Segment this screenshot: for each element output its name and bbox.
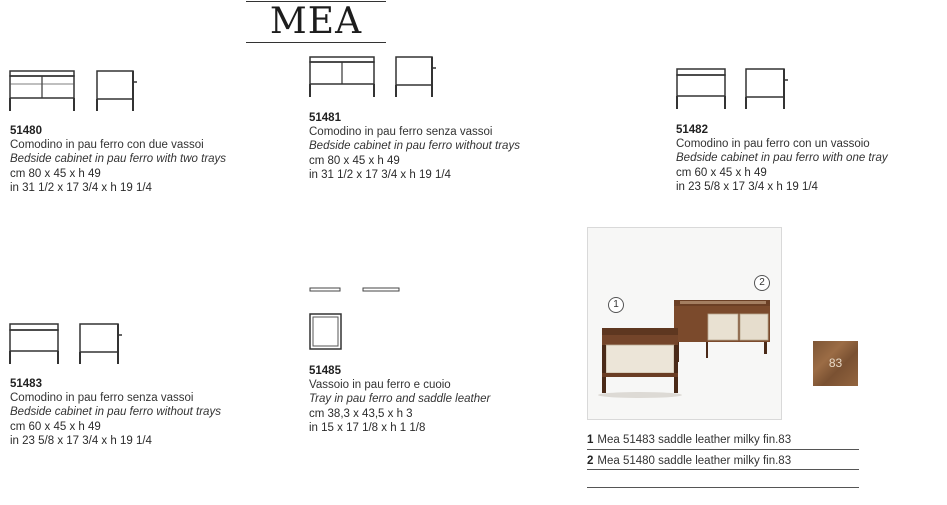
product-size-in: in 31 1/2 x 17 3/4 x h 19 1/4 bbox=[309, 168, 451, 181]
photo-marker-2: 2 bbox=[754, 275, 770, 291]
product-name-it: Vassoio in pau ferro e cuoio bbox=[309, 379, 451, 392]
product-size-cm: cm 60 x 45 x h 49 bbox=[676, 166, 767, 179]
product-photo bbox=[587, 227, 782, 420]
photo-furniture-illustration bbox=[588, 228, 781, 419]
finish-swatch-label: 83 bbox=[828, 356, 843, 370]
product-51485 bbox=[309, 364, 490, 435]
legend-text: Mea 51483 saddle leather milky fin.83 bbox=[597, 434, 792, 446]
product-name-en: Bedside cabinet in pau ferro without trays bbox=[10, 406, 221, 419]
product-code: 51482 bbox=[676, 124, 708, 136]
product-size-in: in 23 5/8 x 17 3/4 x h 19 1/4 bbox=[676, 180, 818, 193]
product-code: 51480 bbox=[10, 125, 42, 137]
product-code: 51481 bbox=[309, 112, 341, 124]
product-code: 51483 bbox=[10, 378, 42, 390]
product-name-en: Tray in pau ferro and saddle leather bbox=[309, 393, 491, 406]
legend-text: Mea 51480 saddle leather milky fin.83 bbox=[597, 455, 792, 467]
finish-swatch bbox=[813, 341, 858, 386]
legend-number: 2 bbox=[587, 455, 594, 467]
legend-item bbox=[587, 454, 859, 469]
drawing-51483-front bbox=[9, 323, 59, 365]
product-name-it: Comodino in pau ferro con un vassoio bbox=[676, 138, 870, 151]
drawing-51481-side bbox=[395, 56, 437, 98]
legend-number: 1 bbox=[587, 434, 594, 446]
legend-divider bbox=[587, 469, 859, 470]
product-size-in: in 23 5/8 x 17 3/4 x h 19 1/4 bbox=[10, 434, 152, 447]
product-51483 bbox=[10, 377, 221, 448]
product-51482 bbox=[676, 123, 888, 194]
drawing-51482-side bbox=[745, 68, 789, 110]
header-rule-bottom bbox=[246, 42, 386, 43]
product-name-it: Comodino in pau ferro con due vassoi bbox=[10, 139, 204, 152]
product-name-it: Comodino in pau ferro senza vassoi bbox=[309, 126, 493, 139]
collection-header bbox=[246, 1, 386, 43]
drawing-51485-tray-top bbox=[309, 313, 343, 351]
product-size-cm: cm 60 x 45 x h 49 bbox=[10, 420, 101, 433]
product-name-en: Bedside cabinet in pau ferro without trays bbox=[309, 140, 520, 153]
drawing-51480-side bbox=[96, 70, 138, 112]
drawing-51482-front bbox=[676, 68, 726, 110]
product-code: 51485 bbox=[309, 365, 341, 377]
product-name-en: Bedside cabinet in pau ferro with one tray bbox=[676, 152, 888, 165]
drawing-51481-front bbox=[309, 56, 375, 98]
product-size-cm: cm 80 x 45 x h 49 bbox=[10, 167, 101, 180]
legend-divider bbox=[587, 487, 859, 488]
product-51481 bbox=[309, 111, 520, 182]
product-size-in: in 15 x 17 1/8 x h 1 1/8 bbox=[309, 421, 426, 434]
drawing-51485-tray-side bbox=[309, 286, 401, 294]
product-name-en: Bedside cabinet in pau ferro with two trays bbox=[10, 153, 227, 166]
collection-title: MEA bbox=[269, 1, 363, 42]
drawing-51483-side bbox=[79, 323, 123, 365]
legend-divider bbox=[587, 449, 859, 450]
product-size-cm: cm 80 x 45 x h 49 bbox=[309, 154, 400, 167]
legend-item bbox=[587, 433, 859, 448]
product-size-in: in 31 1/2 x 17 3/4 x h 19 1/4 bbox=[10, 181, 152, 194]
product-51480 bbox=[10, 124, 226, 195]
photo-marker-1: 1 bbox=[608, 297, 624, 313]
product-size-cm: cm 38,3 x 43,5 x h 3 bbox=[309, 407, 413, 420]
drawing-51480-front bbox=[9, 70, 75, 112]
product-name-it: Comodino in pau ferro senza vassoi bbox=[10, 392, 194, 405]
